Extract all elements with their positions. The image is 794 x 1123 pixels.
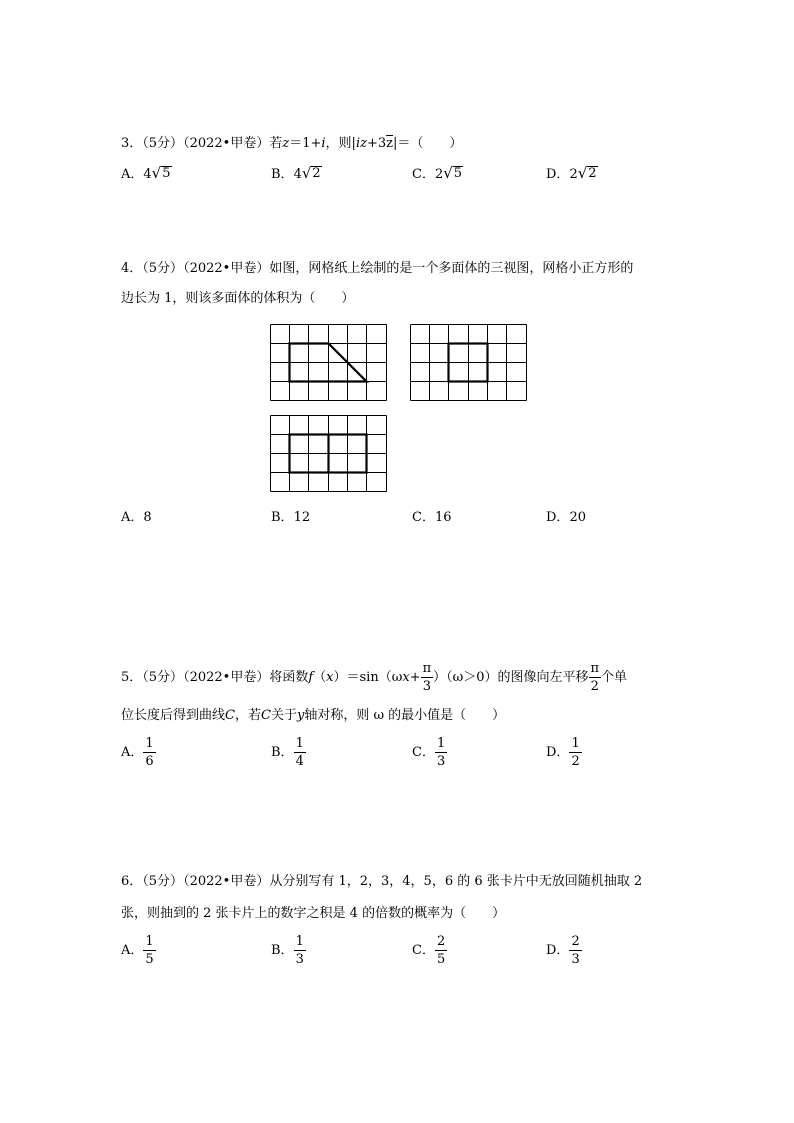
stem-text: 关于	[270, 708, 297, 723]
option-value: 12	[293, 510, 311, 525]
option-label: C．	[412, 745, 435, 760]
radicand: 2	[312, 166, 321, 182]
question-5-option-c[interactable]	[412, 737, 447, 768]
fraction-denominator: 3	[422, 679, 431, 694]
fraction-numerator: 1	[436, 736, 446, 751]
var-z: z	[282, 136, 290, 151]
fraction-numerator: 1	[571, 736, 580, 751]
var-z: z	[360, 136, 367, 151]
fraction-denominator: 6	[145, 754, 154, 769]
fraction-denominator: 2	[590, 679, 599, 694]
fraction-numerator: 1	[295, 736, 304, 751]
fraction-numerator: π	[590, 661, 600, 676]
fraction-numerator: 1	[295, 934, 304, 949]
option-label: A．	[121, 745, 144, 760]
fraction-denominator: 3	[436, 754, 446, 769]
fraction-denominator: 2	[571, 754, 580, 769]
radicand: 5	[453, 166, 463, 182]
option-fraction	[143, 935, 155, 966]
fraction-numerator: 2	[436, 934, 446, 949]
question-3-stem	[121, 137, 462, 150]
stem-text: 位长度后得到曲线	[121, 708, 226, 723]
question-5-stem-line1	[121, 662, 627, 693]
option-label: A．	[121, 510, 144, 525]
question-score: （5分）	[142, 136, 184, 151]
option-label: B．	[271, 943, 294, 958]
option-coef: 4	[143, 167, 152, 182]
stem-text: 若	[269, 136, 283, 151]
var-x: x	[402, 670, 410, 685]
option-value: 16	[434, 510, 452, 525]
option-label: C．	[412, 510, 435, 525]
stem-text: 个单	[601, 670, 628, 685]
question-source: （2022•甲卷）	[183, 261, 270, 276]
question-4-stem-line1	[121, 262, 633, 275]
question-4-option-d[interactable]	[546, 511, 586, 524]
question-4-option-b[interactable]	[271, 511, 310, 524]
option-label: B．	[271, 167, 294, 182]
fraction-pi-over-3	[421, 662, 434, 693]
stem-text: +3	[366, 136, 387, 151]
option-fraction	[294, 737, 306, 768]
question-6-option-c[interactable]	[412, 935, 447, 966]
stem-text: ）＝sin（ω	[333, 670, 403, 685]
option-fraction	[435, 935, 447, 966]
question-score: （5分）	[142, 874, 184, 889]
stem-text: 从分别写有 1，2，3，4，5，6 的 6 张卡片中无放回随机抽取 2	[269, 874, 643, 889]
fraction-denominator: 3	[571, 952, 580, 967]
stem-text: 将函数	[269, 670, 309, 685]
top-view-grid	[270, 415, 388, 493]
question-3-option-c[interactable]	[412, 166, 463, 181]
fraction-numerator: 2	[571, 934, 580, 949]
question-6-stem-line2	[121, 907, 505, 920]
option-label: C．	[412, 167, 435, 182]
question-4-option-a[interactable]	[121, 511, 152, 524]
stem-text: 边长为 1，则该多面体的体积为（ ）	[121, 291, 355, 306]
stem-text: 轴对称，则 ω 的最小值是（ ）	[304, 708, 506, 723]
fraction-numerator: 1	[145, 736, 154, 751]
option-label: D．	[546, 943, 570, 958]
option-label: B．	[271, 745, 294, 760]
option-label: D．	[546, 745, 570, 760]
option-fraction	[294, 935, 306, 966]
sqrt: √ 2	[301, 164, 321, 182]
question-5-option-a[interactable]	[121, 737, 156, 768]
question-score: （5分）	[142, 670, 184, 685]
question-6-stem-line1	[121, 875, 642, 888]
stem-text: ，则|	[325, 136, 356, 151]
question-4-stem-line2	[121, 292, 354, 305]
sqrt: √ 5	[151, 164, 171, 182]
question-source: （2022•甲卷）	[183, 874, 270, 889]
var-f: f	[308, 670, 314, 685]
var-y: y	[296, 708, 305, 723]
option-label: D．	[546, 167, 570, 182]
front-view-grid	[270, 324, 388, 402]
question-3-option-a[interactable]	[121, 166, 172, 181]
sqrt: √ 2	[577, 164, 597, 182]
question-5-option-b[interactable]	[271, 737, 306, 768]
stem-text: +	[409, 670, 421, 685]
option-label: C．	[412, 943, 435, 958]
fraction-denominator: 5	[436, 952, 446, 967]
var-z-conjugate: $\overline{z}$	[386, 136, 393, 151]
stem-text: ）（ω＞0）的图像向左平移	[433, 670, 589, 685]
question-5-option-d[interactable]	[546, 737, 582, 768]
option-fraction	[435, 737, 447, 768]
question-source: （2022•甲卷）	[183, 136, 270, 151]
var-C: C	[260, 708, 271, 723]
option-label: D．	[546, 510, 570, 525]
option-fraction	[569, 935, 581, 966]
fraction-denominator: 5	[145, 952, 154, 967]
option-coef: 2	[434, 167, 444, 182]
option-coef: 4	[293, 167, 302, 182]
question-3-option-d[interactable]	[546, 166, 598, 181]
question-source: （2022•甲卷）	[183, 670, 270, 685]
stem-text: 张，则抽到的 2 张卡片上的数字之积是 4 的倍数的概率为（ ）	[121, 906, 506, 921]
var-i: i	[321, 136, 326, 151]
fraction-numerator: π	[422, 661, 432, 676]
option-label: B．	[271, 510, 294, 525]
var-i: i	[355, 136, 361, 151]
option-fraction	[569, 737, 581, 768]
stem-text: ＝1+	[289, 136, 322, 151]
question-5-stem-line2	[121, 709, 505, 722]
stem-text: 如图，网格纸上绘制的是一个多面体的三视图，网格小正方形的	[269, 261, 634, 276]
option-label: A．	[121, 943, 144, 958]
sqrt: √ 5	[443, 164, 463, 182]
side-view-grid	[410, 324, 528, 402]
option-coef: 2	[569, 167, 578, 182]
option-value: 8	[143, 510, 152, 525]
radicand: 2	[588, 166, 597, 182]
option-fraction	[143, 737, 155, 768]
question-number: 3．	[121, 136, 143, 151]
fraction-denominator: 4	[295, 754, 304, 769]
question-score: （5分）	[142, 261, 184, 276]
question-number: 6．	[121, 874, 143, 889]
question-4-option-c[interactable]	[412, 511, 452, 524]
var-x: x	[326, 670, 334, 685]
question-6-option-a[interactable]	[121, 935, 156, 966]
option-value: 20	[569, 510, 586, 525]
stem-text: （	[313, 670, 327, 685]
var-C: C	[225, 708, 235, 723]
question-6-option-b[interactable]	[271, 935, 306, 966]
option-label: A．	[121, 167, 144, 182]
fraction-numerator: 1	[145, 934, 154, 949]
fraction-pi-over-2	[589, 662, 602, 693]
fraction-denominator: 3	[295, 952, 304, 967]
question-6-option-d[interactable]	[546, 935, 582, 966]
question-number: 4．	[121, 261, 143, 276]
question-number: 5．	[121, 670, 143, 685]
radicand: 5	[162, 166, 171, 182]
stem-text: ，若	[234, 708, 261, 723]
question-3-option-b[interactable]	[271, 166, 322, 181]
stem-text: |＝（ ）	[393, 136, 463, 151]
